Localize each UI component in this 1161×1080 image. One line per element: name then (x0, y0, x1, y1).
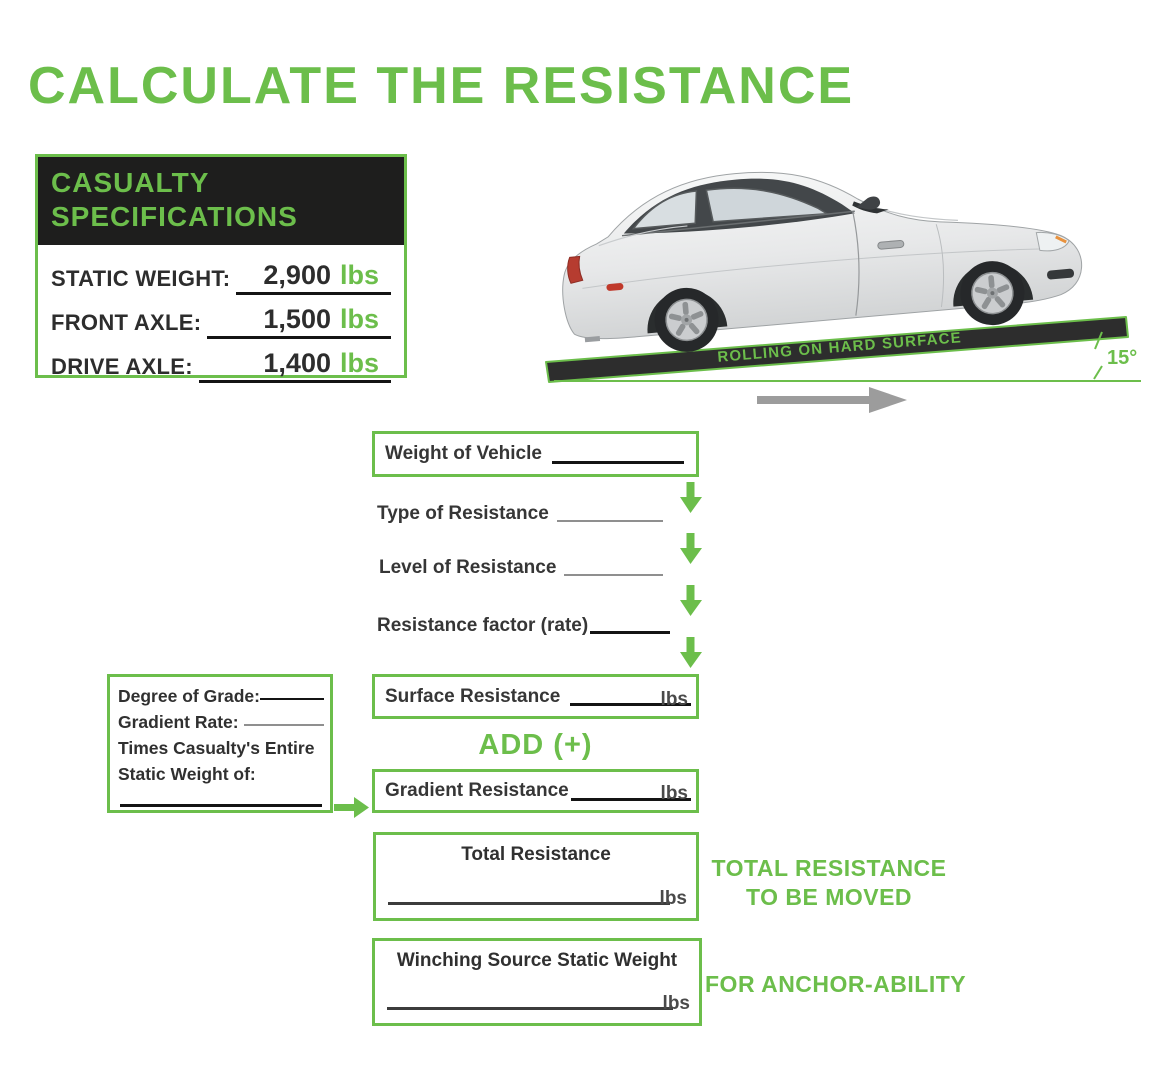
weight-of-vehicle-label: Weight of Vehicle (385, 443, 542, 464)
gradient-resistance-box (372, 769, 699, 813)
resistance-factor-blank (590, 631, 670, 634)
flow-down-arrow-3 (680, 585, 702, 616)
add-plus-label: ADD (+) (478, 729, 593, 761)
flow-down-arrow-1 (680, 482, 702, 513)
anchor-ability-note: FOR ANCHOR-ABILITY (705, 971, 967, 997)
casualty-specifications-header (38, 157, 404, 245)
surface-resistance-unit: lbs (660, 688, 688, 710)
gradient-rate-label: Gradient Rate: (118, 711, 239, 732)
drive-axle-value: 1,400 (263, 348, 331, 378)
flow-right-arrow (334, 796, 370, 819)
front-axle-value: 1,500 (263, 304, 331, 334)
static-weight-label: STATIC WEIGHT: (51, 266, 231, 291)
type-of-resistance-label: Type of Resistance (377, 503, 549, 524)
front-axle-blank (207, 304, 391, 339)
gradient-rate-blank (244, 724, 324, 726)
total-resistance-label: Total Resistance (461, 844, 611, 865)
spec-row-front-axle (51, 302, 391, 339)
drive-axle-label: DRIVE AXLE: (51, 354, 193, 379)
surface-resistance-label: Surface Resistance (385, 685, 561, 707)
page-title: CALCULATE THE RESISTANCE (28, 57, 855, 115)
gradient-rate-row (118, 710, 324, 736)
spec-body (38, 245, 404, 383)
times-casualty-line: Times Casualty's Entire (118, 737, 315, 758)
degree-of-grade-blank (260, 698, 324, 700)
weight-of-vehicle-blank (552, 461, 684, 464)
front-axle-label: FRONT AXLE: (51, 310, 202, 335)
total-resistance-note (700, 854, 958, 911)
gradient-resistance-row (375, 772, 696, 810)
degree-of-grade-box (107, 674, 333, 813)
drive-axle-unit: lbs (339, 348, 379, 378)
incline-angle-label: 15° (1107, 347, 1138, 369)
type-of-resistance-row (377, 503, 663, 525)
winching-source-unit: lbs (662, 993, 690, 1014)
direction-arrow (755, 385, 910, 415)
degree-of-grade-row (118, 684, 324, 710)
total-note-line2: TO BE MOVED (745, 883, 913, 910)
surface-resistance-row (375, 677, 696, 716)
spec-header-line1: CASUALTY (51, 167, 210, 198)
drive-axle-blank (199, 348, 391, 383)
flow-down-arrow-4 (680, 637, 702, 668)
winching-source-box (372, 938, 702, 1026)
type-of-resistance-blank (557, 520, 663, 522)
resistance-factor-row (377, 615, 670, 637)
gradient-resistance-label: Gradient Resistance (385, 780, 569, 801)
casualty-specifications-panel (35, 154, 407, 378)
grade-weight-blank (120, 804, 322, 807)
weight-of-vehicle-box (372, 431, 699, 477)
surface-resistance-box (372, 674, 699, 719)
winching-source-blank (387, 1007, 673, 1010)
weight-of-vehicle-row (375, 434, 696, 474)
static-weight-blank (236, 260, 391, 295)
total-resistance-unit: lbs (659, 888, 687, 909)
ramp-surface-label: ROLLING ON HARD SURFACE (716, 329, 963, 366)
spec-row-static-weight (51, 258, 391, 295)
casualty-vehicle-illustration (545, 146, 1105, 361)
total-resistance-blank (388, 902, 670, 905)
static-weight-of-line: Static Weight of: (118, 763, 256, 784)
static-weight-value: 2,900 (263, 260, 331, 290)
total-note-line1: TOTAL RESISTANCE (711, 855, 947, 881)
level-of-resistance-label: Level of Resistance (379, 557, 557, 578)
spec-row-drive-axle (51, 346, 391, 383)
winching-source-label: Winching Source Static Weight (396, 950, 678, 971)
front-axle-unit: lbs (339, 304, 379, 334)
level-of-resistance-blank (564, 574, 663, 576)
level-of-resistance-row (379, 557, 663, 579)
static-weight-unit: lbs (339, 260, 379, 290)
flow-down-arrow-2 (680, 533, 702, 564)
spec-header-line2: SPECIFICATIONS (51, 201, 298, 233)
resistance-factor-label: Resistance factor (rate) (377, 615, 589, 636)
total-resistance-box (373, 832, 699, 921)
degree-of-grade-label: Degree of Grade: (118, 686, 260, 706)
gradient-resistance-unit: lbs (660, 783, 688, 804)
